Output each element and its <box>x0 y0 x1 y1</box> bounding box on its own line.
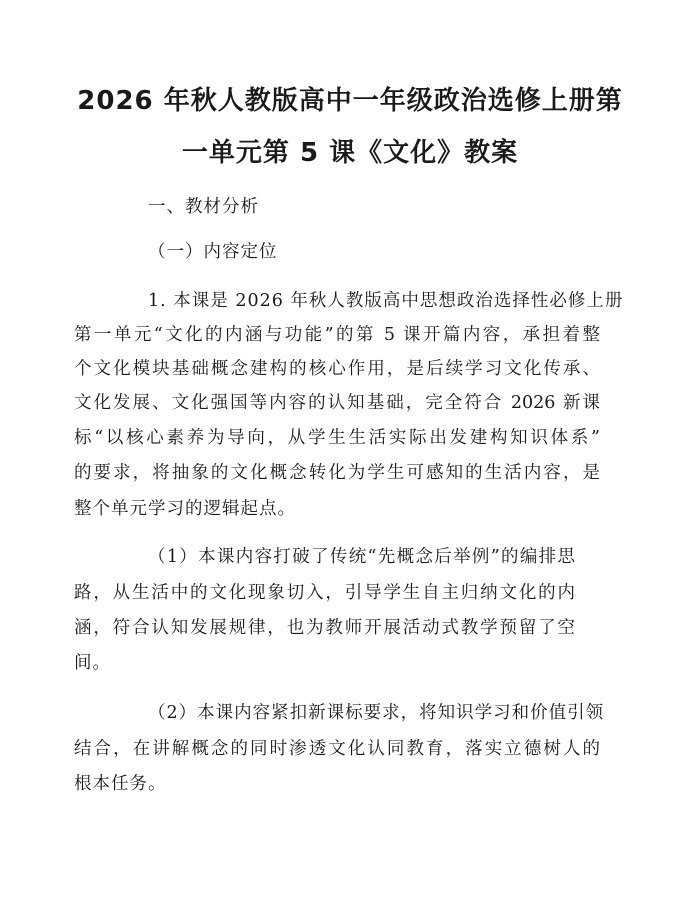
paragraph-1-line-5: 标“以核心素养为导向，从学生生活实际出发建构知识体系” <box>74 428 600 448</box>
paragraph-2-line-4: 间。 <box>74 653 111 673</box>
subsection-heading: （一）内容定位 <box>148 242 278 262</box>
paragraph-3-line-3: 根本任务。 <box>74 774 167 794</box>
document-title-line-2: 一单元第 5 课《文化》教案 <box>181 138 519 168</box>
paragraph-1-line-1: 1. 本课是 2026 年秋人教版高中思想政治选择性必修上册 <box>148 291 624 311</box>
paragraph-3-line-2: 结合，在讲解概念的同时渗透文化认同教育，落实立德树人的 <box>74 739 600 759</box>
paragraph-1-line-3: 个文化模块基础概念建构的核心作用，是后续学习文化传承、 <box>74 359 600 379</box>
paragraph-1-line-4: 文化发展、文化强国等内容的认知基础，完全符合 2026 新课 <box>74 393 600 413</box>
paragraph-2-line-3: 涵，符合认知发展规律，也为教师开展活动式教学预留了空 <box>74 618 576 638</box>
paragraph-2-line-2: 路，从生活中的文化现象切入，引导学生自主归纳文化的内 <box>74 583 576 603</box>
document-title-line-1: 2026 年秋人教版高中一年级政治选修上册第 <box>77 86 623 116</box>
paragraph-1-line-2: 第一单元“文化的内涵与功能”的第 5 课开篇内容，承担着整 <box>74 325 600 345</box>
paragraph-1-line-6: 的要求，将抽象的文化概念转化为学生可感知的生活内容，是 <box>74 463 600 483</box>
paragraph-1-line-7: 整个单元学习的逻辑起点。 <box>74 499 296 519</box>
paragraph-2-line-1: （1）本课内容打破了传统“先概念后举例”的编排思 <box>148 547 576 567</box>
section-heading: 一、教材分析 <box>148 197 259 217</box>
paragraph-3-line-1: （2）本课内容紧扣新课标要求，将知识学习和价值引领 <box>148 703 605 723</box>
